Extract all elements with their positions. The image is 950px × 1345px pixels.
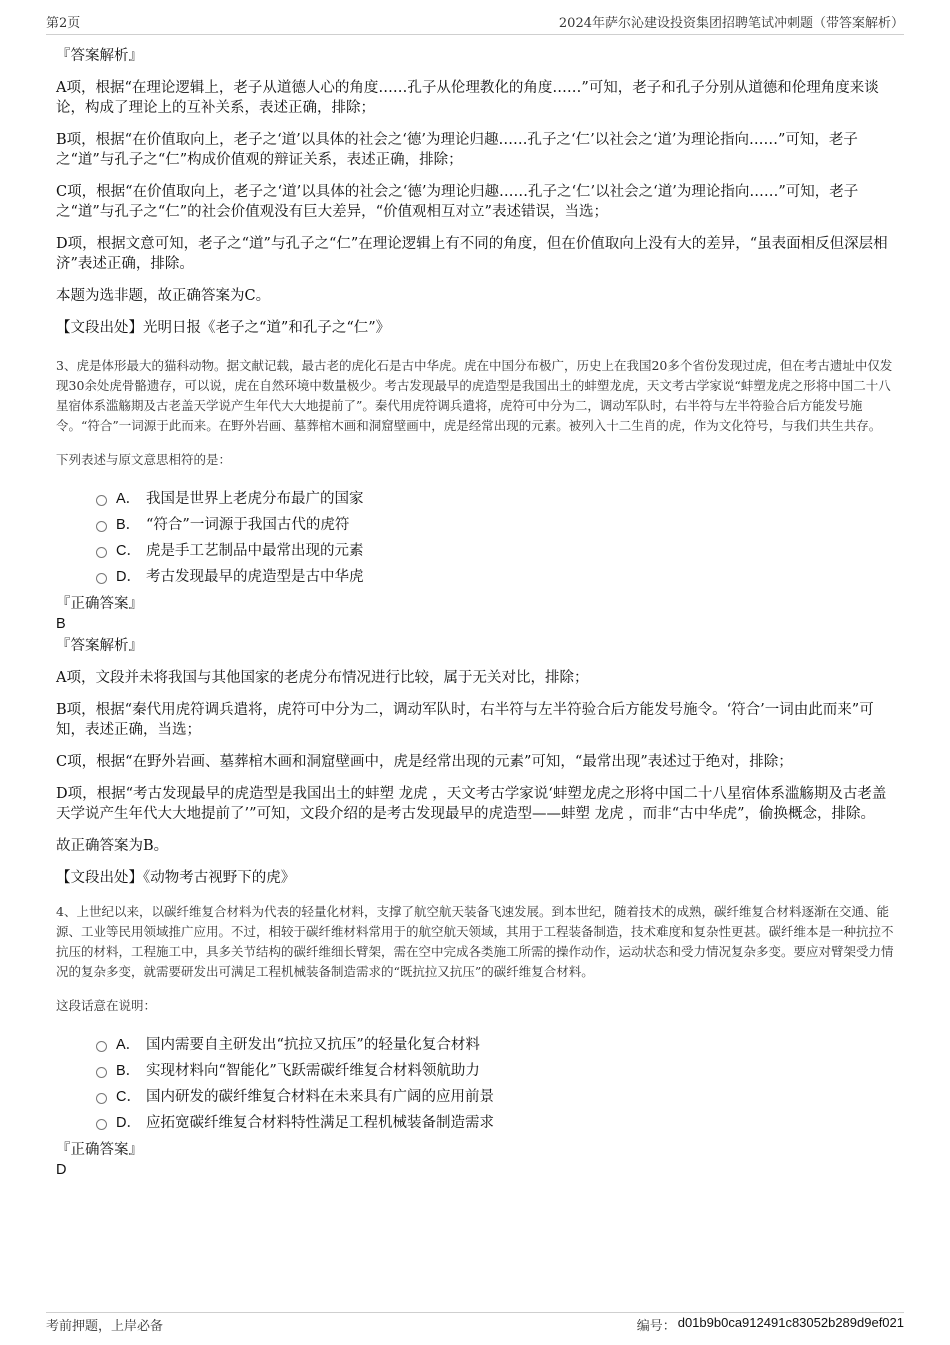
source: 【文段出处】《动物考古视野下的虎》 <box>56 870 296 886</box>
analysis-c: C项，根据“在价值取向上，老子之‘道’以具体的社会之‘德’为理论归趣……孔子之‘仁’以社会之‘道’为理论指向……”可知，老子之“道”与孔子之“仁”的社会价值观没有巨大差异，“价值观相互对立”表述错误，当选； <box>56 184 859 220</box>
option-c[interactable]: C． 虎是手工艺制品中最常出现的元素 <box>96 536 896 562</box>
answer-tag: 『正确答案』 <box>56 596 143 612</box>
analysis-tag: 『答案解析』 <box>56 638 143 654</box>
page-content <box>56 46 896 1180</box>
conclusion: 故正确答案为B。 <box>56 838 169 854</box>
analysis-b: B项，根据“在价值取向上，老子之‘道’以具体的社会之‘德’为理论归趣……孔子之‘仁’以社会之‘道’为理论指向……”可知，老子之“道”与孔子之“仁”构成价值观的辩证关系，表述正确，排除； <box>56 132 858 168</box>
document-id-label: 编号： <box>636 1319 676 1334</box>
option-b[interactable]: B． 实现材料向“智能化”飞跃需碳纤维复合材料领航助力 <box>96 1056 896 1082</box>
option-d[interactable]: D． 应拓宽碳纤维复合材料特性满足工程机械装备制造需求 <box>96 1108 896 1134</box>
analysis-tag: 『答案解析』 <box>56 48 143 64</box>
question-3-options <box>56 484 896 588</box>
analysis-a: A项，文段并未将我国与其他国家的老虎分布情况进行比较，属于无关对比，排除； <box>56 670 589 686</box>
option-c[interactable]: C． 国内研发的碳纤维复合材料在未来具有广阔的应用前景 <box>96 1082 896 1108</box>
radio-icon[interactable] <box>96 521 107 532</box>
conclusion: 本题为选非题，故正确答案为C。 <box>56 288 271 304</box>
radio-icon[interactable] <box>96 495 107 506</box>
question-3-prompt: 下列表述与原文意思相符的是： <box>56 452 232 467</box>
option-a[interactable]: A． 我国是世界上老虎分布最广的国家 <box>96 484 896 510</box>
answer-value: D <box>56 1162 67 1178</box>
option-b[interactable]: B． “符合”一词源于我国古代的虎符 <box>96 510 896 536</box>
analysis-b: B项，根据“秦代用虎符调兵遣将，虎符可中分为二，调动军队时，右半符与左半符验合后方能发号施令。‘符合’一词由此而来”可知，表述正确，当选； <box>56 702 874 738</box>
footer-slogan: 考前押题，上岸必备 <box>46 1319 164 1334</box>
analysis-a: A项，根据“在理论逻辑上，老子从道德人心的角度……孔子从伦理教化的角度……”可知，老子和孔子分别从道德和伦理角度来谈论，构成了理论上的互补关系，表述正确，排除； <box>56 80 879 116</box>
analysis-d: D项，根据文意可知，老子之“道”与孔子之“仁”在理论逻辑上有不同的角度，但在价值取向上没有大的差异，“虽表面相反但深层相济”表述正确，排除。 <box>56 236 888 272</box>
radio-icon[interactable] <box>96 547 107 558</box>
radio-icon[interactable] <box>96 1041 107 1052</box>
answer-tag: 『正确答案』 <box>56 1142 143 1158</box>
document-title: 2024年萨尔沁建设投资集团招聘笔试冲刺题（带答案解析） <box>558 16 904 31</box>
radio-icon[interactable] <box>96 1093 107 1104</box>
document-id <box>637 1315 904 1334</box>
radio-icon[interactable] <box>96 573 107 584</box>
radio-icon[interactable] <box>96 1119 107 1130</box>
page-footer <box>46 1312 904 1334</box>
question-4-prompt: 这段话意在说明： <box>56 998 157 1013</box>
question-4-options <box>56 1030 896 1134</box>
page-header <box>46 12 904 35</box>
question-4-passage: 4、上世纪以来，以碳纤维复合材料为代表的轻量化材料，支撑了航空航天装备飞速发展。到本世纪，随着技术的成熟，碳纤维复合材料逐渐在交通、能源、工业等民用领域推广应用。不过，相较于碳纤维材料常用于的航空航天领域，其用于工程装备制造，技术难度和复杂性更甚。碳纤维本是一种抗拉不抗压的材料，工程施工中，具多关节结构的碳纤维细长臂架，需在空中完成各类施工所需的操作动作，运动状态和受力情况复杂多变。要应对臂架受力情况的复杂多变，就需要研发出可满足工程机械装备制造需求的“既抗拉又抗压”的碳纤维复合材料。 <box>56 904 894 979</box>
source: 【文段出处】光明日报《老子之“道”和孔子之“仁”》 <box>56 320 391 336</box>
answer-value: B <box>56 616 66 632</box>
document-id-value: d01b9b0ca912491c83052b289d9ef021 <box>677 1315 904 1330</box>
analysis-c: C项，根据“在野外岩画、墓葬棺木画和洞窟壁画中，虎是经常出现的元素”可知，“最常出现”表述过于绝对，排除； <box>56 754 793 770</box>
question-3-passage: 3、虎是体形最大的猫科动物。据文献记载，最古老的虎化石是古中华虎。虎在中国分布极广，历史上在我国20多个省份发现过虎，但在考古遗址中仅发现30余处虎骨骼遗存，可以说，虎在自然环境中数量极少。考古发现最早的虎造型是我国出土的蚌塑龙虎，天文考古学家说“蚌塑龙虎之形将中国二十八星宿体系滥觞期及古老盖天学说产生年代大大地提前了”。秦代用虎符调兵遣将，虎符可中分为二，调动军队时，右半符与左半符验合后方能发号施令。“符合”一词源于此而来。在野外岩画、墓葬棺木画和洞窟壁画中，虎是经常出现的元素。被列入十二生肖的虎，作为文化符号，与我们共生共存。 <box>56 358 893 433</box>
page-number: 第2页 <box>46 16 81 31</box>
analysis-d: D项，根据“考古发现最早的虎造型是我国出土的蚌塑 龙虎 ，天文考古学家说‘蚌塑龙虎之形将中国二十八星宿体系滥觞期及古老盖天学说产生年代大大地提前了’”可知，文段介绍的是考古发现最早的虎造型——蚌塑 龙虎 ，而非“古中华虎”，偷换概念，排除。 <box>56 786 887 822</box>
option-a[interactable]: A． 国内需要自主研发出“抗拉又抗压”的轻量化复合材料 <box>96 1030 896 1056</box>
option-d[interactable]: D． 考古发现最早的虎造型是古中华虎 <box>96 562 896 588</box>
radio-icon[interactable] <box>96 1067 107 1078</box>
